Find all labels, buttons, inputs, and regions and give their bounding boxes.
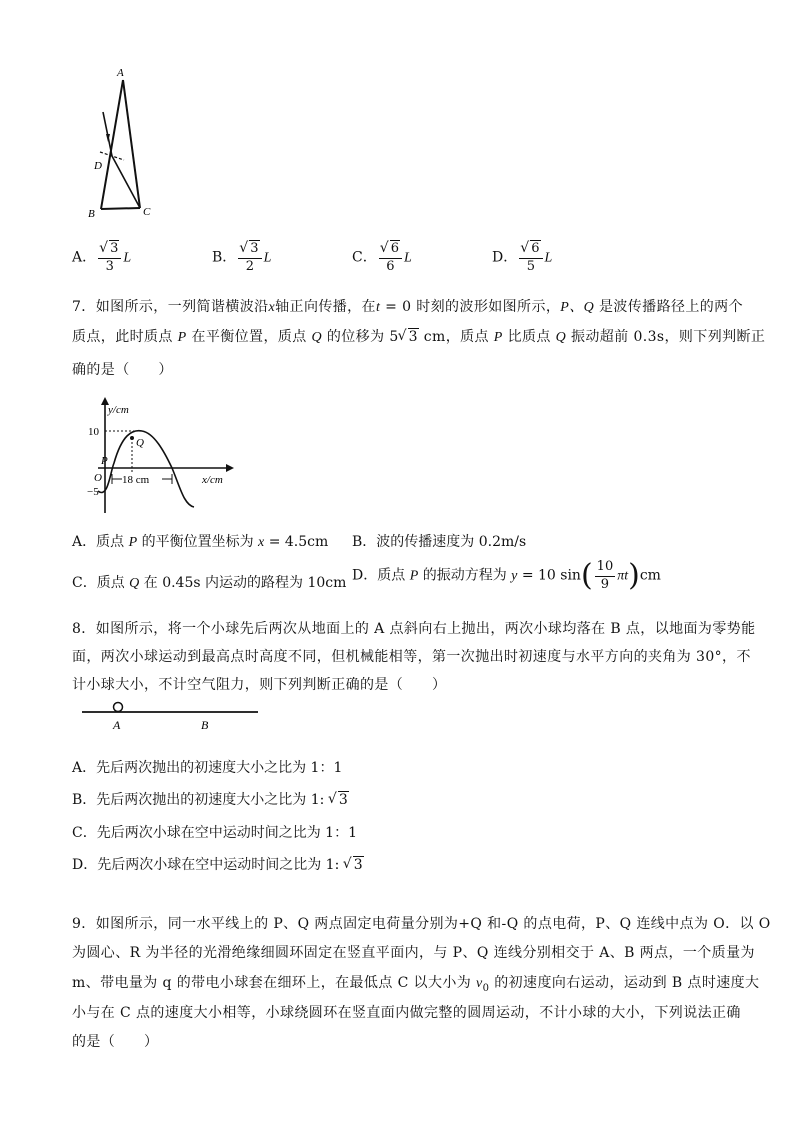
q8-stem-line-3 xyxy=(72,674,446,694)
var-pq: P、Q xyxy=(560,300,595,315)
y-tick-neg5: −5 xyxy=(87,486,99,498)
q7-stem-line-3 xyxy=(72,359,173,379)
option-letter: C． xyxy=(352,249,377,266)
text: 质点，此时质点 xyxy=(72,329,178,345)
q8-option-d[interactable] xyxy=(72,854,364,874)
var-v: v xyxy=(476,976,483,991)
q8-stem-line-1 xyxy=(72,618,756,638)
text: 的是（ ） xyxy=(72,1034,159,1050)
point-b-label: B xyxy=(201,718,209,732)
q8-option-b[interactable] xyxy=(72,789,349,809)
text: = 10 sin xyxy=(517,567,581,584)
text: 7．如图所示，一列简谐横波沿 xyxy=(72,299,269,315)
ground-figure xyxy=(80,700,265,734)
variable: L xyxy=(263,250,272,266)
text: 确的是（ ） xyxy=(72,362,173,378)
x-arrow-icon xyxy=(226,464,234,472)
text: 振动超前 0.3s，则下列判断正 xyxy=(566,329,766,345)
text: 在 0.45s 内运动的路程为 10cm xyxy=(139,575,347,591)
text: B．先后两次抛出的初速度大小之比为 1: xyxy=(72,792,329,808)
wave-curve xyxy=(98,431,194,507)
var-q: Q xyxy=(129,576,140,591)
denominator: 9 xyxy=(600,577,610,592)
var-p: P xyxy=(409,568,419,584)
radicand: 3 xyxy=(110,241,119,256)
q6-option-c[interactable] xyxy=(352,240,412,275)
variable: L xyxy=(123,250,132,266)
numerator: 10 xyxy=(595,558,616,577)
q7-stem-line-2 xyxy=(72,326,765,346)
option-letter: A． xyxy=(72,249,97,266)
var-p: P xyxy=(128,535,138,550)
text: 8．如图所示，将一个小球先后两次从地面上的 A 点斜向右上抛出，两次小球均落在 B 点，以地面为零势能 xyxy=(72,621,756,637)
text: 小与在 C 点的速度大小相等，小球绕圆环在竖直面内做完整的圆周运动，不计小球的大小，下列说法正确 xyxy=(72,1005,741,1021)
text: 面，两次小球运动到最高点时高度不同，但机械能相等，第一次抛出时初速度与水平方向的夹角为 30°，不 xyxy=(72,649,751,665)
span-label: 18 cm xyxy=(122,474,150,486)
radicand: 3 xyxy=(353,857,363,873)
fraction xyxy=(519,240,542,275)
label-D: D xyxy=(94,160,102,172)
label-B: B xyxy=(88,208,95,220)
fraction xyxy=(238,240,261,275)
text: C．质点 xyxy=(72,575,130,591)
q8-option-a[interactable] xyxy=(72,757,342,777)
point-a-label: A xyxy=(113,718,121,732)
text: 为圆心、R 为半径的光滑绝缘细圆环固定在竖直平面内，与 P、Q 连线分别相交于 A、B 两点，一个质量为 xyxy=(72,945,755,961)
text: 是波传播路径上的两个 xyxy=(594,299,743,315)
option-letter: D． xyxy=(492,249,518,266)
sqrt xyxy=(344,857,364,873)
unit: cm xyxy=(639,567,661,584)
text: C．先后两次小球在空中运动时间之比为 1：1 xyxy=(72,825,357,841)
var-q: Q xyxy=(555,330,567,345)
paren-close-icon: ) xyxy=(628,558,640,593)
denominator: 6 xyxy=(386,259,395,274)
text: A．先后两次抛出的初速度大小之比为 1：1 xyxy=(72,760,343,776)
text: D．先后两次小球在空中运动时间之比为 1: xyxy=(72,857,344,873)
text: cm，质点 xyxy=(418,329,494,345)
q9-stem-line-1 xyxy=(72,913,771,933)
var-p: P xyxy=(493,330,503,345)
text: 计小球大小，不计空气阻力，则下列判断正确的是（ ） xyxy=(72,677,447,693)
text: = 0 时刻的波形如图所示， xyxy=(380,299,561,315)
q7-option-a[interactable] xyxy=(72,531,328,551)
paren-open-icon: ( xyxy=(580,558,593,593)
radicand: 6 xyxy=(531,241,540,256)
text: 9．如图所示，同一水平线上的 P、Q 两点固定电荷量分别为+Q 和-Q 的点电荷，P、Q 连线中点为 O．以 O xyxy=(72,916,771,932)
fraction xyxy=(379,240,402,275)
radicand: 6 xyxy=(390,241,399,256)
text: 的振动方程为 xyxy=(418,567,512,584)
radicand: 3 xyxy=(250,241,259,256)
y-axis-label: y/cm xyxy=(108,404,129,416)
option-letter: B． xyxy=(212,249,237,266)
text: B．波的传播速度为 0.2m/s xyxy=(352,534,527,550)
text: 的初速度向右运动，运动到 B 点时速度大 xyxy=(489,975,760,991)
y-tick-10: 10 xyxy=(88,426,99,438)
q9-stem-line-4 xyxy=(72,1002,741,1022)
side-AB xyxy=(101,80,123,209)
x-axis-label: x/cm xyxy=(202,474,223,486)
text: A．质点 xyxy=(72,534,129,550)
q6-option-a[interactable] xyxy=(72,240,131,275)
q7-option-d[interactable] xyxy=(352,558,661,593)
side-BC xyxy=(101,208,140,209)
text: D．质点 xyxy=(352,567,410,584)
sqrt xyxy=(399,329,419,345)
q8-stem-line-2 xyxy=(72,646,751,666)
text: 在平衡位置，质点 xyxy=(186,329,312,345)
origin-label: O xyxy=(94,472,102,484)
ball xyxy=(114,703,123,712)
denominator: 2 xyxy=(245,259,255,274)
text: 的平衡位置坐标为 xyxy=(137,534,259,550)
triangle-figure xyxy=(80,62,170,222)
q6-option-d[interactable] xyxy=(492,240,552,275)
var-t: t xyxy=(375,300,381,315)
q7-option-c[interactable] xyxy=(72,572,346,592)
denominator: 3 xyxy=(105,259,114,274)
label-C: C xyxy=(143,206,151,218)
var-pi-t: πt xyxy=(617,568,629,584)
text: 的位移为 5 xyxy=(322,329,399,345)
var-q: Q xyxy=(311,330,323,345)
fraction xyxy=(98,240,121,275)
denominator: 5 xyxy=(526,259,536,274)
q9-stem-line-3 xyxy=(72,972,759,994)
text: 轴正向传播，在 xyxy=(275,299,376,315)
sqrt xyxy=(329,792,349,808)
var-x: x xyxy=(268,300,276,315)
text: 比质点 xyxy=(502,329,556,345)
q6-option-b[interactable] xyxy=(212,240,271,275)
q8-option-c[interactable] xyxy=(72,822,357,842)
side-AC xyxy=(123,80,140,208)
q7-option-b[interactable] xyxy=(352,531,526,551)
variable: L xyxy=(404,250,412,266)
subscript: 0 xyxy=(482,982,490,994)
variable: L xyxy=(544,250,553,266)
q9-stem-line-5 xyxy=(72,1031,158,1051)
text: = 4.5cm xyxy=(264,534,329,550)
wave-graph xyxy=(80,395,240,517)
q7-stem-line-1 xyxy=(72,296,743,316)
label-q: Q xyxy=(136,437,144,449)
var-y: y xyxy=(511,568,518,584)
fraction xyxy=(595,558,616,593)
var-p: P xyxy=(177,330,187,345)
label-A: A xyxy=(117,67,124,79)
q9-stem-line-2 xyxy=(72,942,755,962)
var-x: x xyxy=(258,535,265,550)
point-q xyxy=(130,436,134,440)
radicand: 3 xyxy=(338,792,348,808)
label-p: P xyxy=(101,455,108,467)
radicand: 3 xyxy=(408,329,418,345)
text: m、带电量为 q 的带电小球套在细环上，在最低点 C 以大小为 xyxy=(72,975,476,991)
